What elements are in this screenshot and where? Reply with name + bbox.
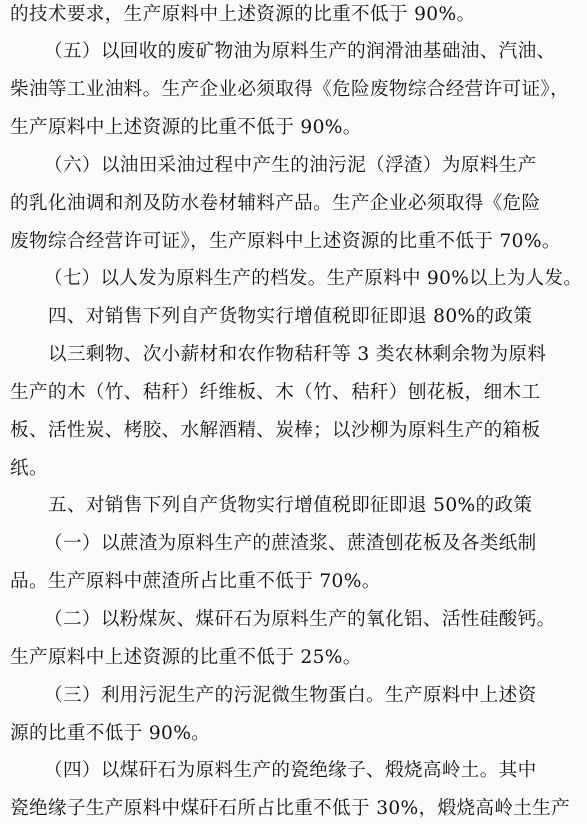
text-line: 生产的木（竹、秸秆）纤维板、木（竹、秸秆）刨花板，细木工 xyxy=(10,382,541,403)
text-line: 生产原料中上述资源的比重不低于 90%。 xyxy=(10,117,362,138)
text-line: 废物综合经营许可证》，生产原料中上述资源的比重不低于 70%。 xyxy=(10,231,561,252)
text-line: 瓷绝缘子生产原料中煤矸石所占比重不低于 30%，煅烧高岭土生产 xyxy=(10,798,571,819)
text-line: （二）以粉煤灰、煤矸石为原料生产的氧化铝、活性硅酸钙。 xyxy=(44,609,556,630)
section-heading: 四、对销售下列自产货物实行增值税即征即退 80%的政策 xyxy=(48,306,533,327)
text-line: 以三剩物、次小薪材和农作物秸秆等 3 类农林剩余物为原料 xyxy=(48,344,547,365)
text-line: （七）以人发为原料生产的档发。生产原料中 90%以上为人发。 xyxy=(44,268,583,289)
text-line: （四）以煤矸石为原料生产的瓷绝缘子、煅烧高岭土。其中 xyxy=(44,760,537,781)
text-line: （三）利用污泥生产的污泥微生物蛋白。生产原料中上述资 xyxy=(44,685,537,706)
section-heading: 五、对销售下列自产货物实行增值税即征即退 50%的政策 xyxy=(48,495,533,516)
text-line: （六）以油田采油过程中产生的油污泥（浮渣）为原料生产 xyxy=(44,155,537,176)
text-line: （五）以回收的废矿物油为原料生产的润滑油基础油、汽油、 xyxy=(44,41,556,62)
text-line: 的技术要求，生产原料中上述资源的比重不低于 90%。 xyxy=(10,4,476,25)
text-line: 品。生产原料中蔗渣所占比重不低于 70%。 xyxy=(10,571,381,592)
text-line: 生产原料中上述资源的比重不低于 25%。 xyxy=(10,647,362,668)
text-line: 板、活性炭、栲胶、水解酒精、炭棒；以沙柳为原料生产的箱板 xyxy=(10,420,541,441)
text-line: 纸。 xyxy=(10,458,48,479)
text-line: 柴油等工业油料。生产企业必须取得《危险废物综合经营许可证》， xyxy=(10,79,570,100)
text-line: 源的比重不低于 90%。 xyxy=(10,723,211,744)
text-line: 的乳化油调和剂及防水卷材辅料产品。生产企业必须取得《危险 xyxy=(10,193,541,214)
text-line: （一）以蔗渣为原料生产的蔗渣浆、蔗渣刨花板及各类纸制 xyxy=(44,533,537,554)
